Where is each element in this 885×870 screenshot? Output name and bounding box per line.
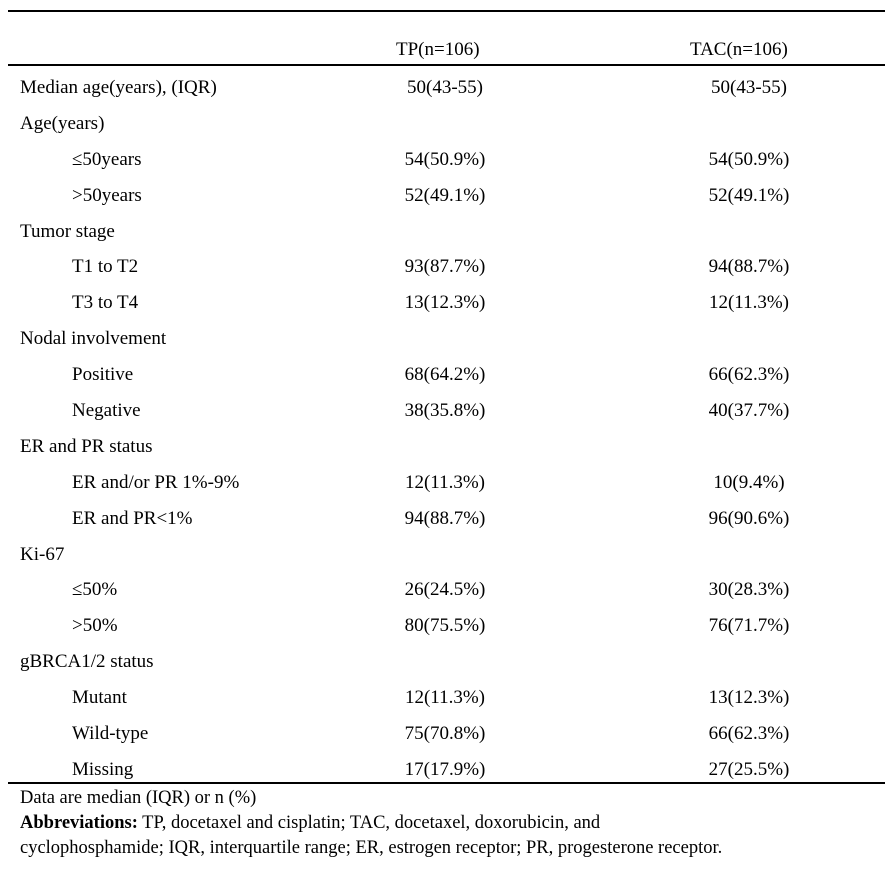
cell-tac-value: 66(62.3%) xyxy=(708,364,790,386)
cell-tac-value: 96(90.6%) xyxy=(708,507,790,529)
row-sublabel: Negative xyxy=(72,400,141,422)
cell-tac-value: 12(11.3%) xyxy=(708,292,790,314)
row-sublabel: Mutant xyxy=(72,687,127,709)
abbreviations-text-line2: cyclophosphamide; IQR, interquartile range; ER, estrogen receptor; PR, progesterone receptor. xyxy=(20,838,723,858)
cell-tp-value: 52(49.1%) xyxy=(404,184,486,206)
abbreviations-text-line1: TP, docetaxel and cisplatin; TAC, docetaxel, doxorubicin, and xyxy=(137,813,601,833)
row-sublabel: ER and/or PR 1%-9% xyxy=(72,471,240,493)
cell-tac-value: 27(25.5%) xyxy=(708,758,790,780)
cell-tac-value: 40(37.7%) xyxy=(708,400,790,422)
cell-tp-value: 94(88.7%) xyxy=(404,507,486,529)
table-row xyxy=(0,393,885,429)
row-sublabel: >50years xyxy=(72,184,142,206)
cell-tp-value: 12(11.3%) xyxy=(404,687,486,709)
cell-tp-value: 93(87.7%) xyxy=(404,256,486,278)
row-sublabel: Missing xyxy=(72,758,134,780)
cell-tp-value: 68(64.2%) xyxy=(404,364,486,386)
cell-tp-value: 17(17.9%) xyxy=(404,758,486,780)
table-row xyxy=(0,285,885,321)
cell-tac-value: 10(9.4%) xyxy=(713,471,785,493)
table-row xyxy=(0,142,885,178)
abbreviations-label: Abbreviations: xyxy=(20,813,138,833)
cell-tac-value: 30(28.3%) xyxy=(708,579,790,601)
table-row xyxy=(0,572,885,608)
row-sublabel: T3 to T4 xyxy=(72,292,139,314)
footnote-abbreviations xyxy=(20,812,600,834)
column-header-tp: TP(n=106) xyxy=(396,39,480,60)
table-row xyxy=(0,70,885,106)
row-sublabel: ≤50% xyxy=(72,579,118,601)
table-row xyxy=(0,106,885,142)
table-row xyxy=(0,357,885,393)
row-category-label: Nodal involvement xyxy=(20,328,167,350)
table-row xyxy=(0,214,885,250)
table-top-rule xyxy=(8,10,885,12)
table-row xyxy=(0,644,885,680)
cell-tp-value: 75(70.8%) xyxy=(404,723,486,745)
row-category-label: ER and PR status xyxy=(20,435,153,457)
table-row xyxy=(0,178,885,214)
table-row xyxy=(0,716,885,752)
table-row xyxy=(0,608,885,644)
row-sublabel: >50% xyxy=(72,615,118,637)
cell-tac-value: 54(50.9%) xyxy=(708,148,790,170)
cell-tp-value: 12(11.3%) xyxy=(404,471,486,493)
row-category-label: gBRCA1/2 status xyxy=(20,651,154,673)
table-header-rule xyxy=(8,64,885,66)
row-sublabel: Wild-type xyxy=(72,723,149,745)
row-category-label: Age(years) xyxy=(20,112,105,134)
table-row xyxy=(0,752,885,788)
cell-tac-value: 76(71.7%) xyxy=(708,615,790,637)
row-sublabel: Positive xyxy=(72,364,134,386)
table-row xyxy=(0,680,885,716)
column-header-tac: TAC(n=106) xyxy=(690,39,788,60)
cell-tp-value: 80(75.5%) xyxy=(404,615,486,637)
row-sublabel: ≤50years xyxy=(72,148,142,170)
cell-tp-value: 54(50.9%) xyxy=(404,148,486,170)
cell-tac-value: 66(62.3%) xyxy=(708,723,790,745)
table-row xyxy=(0,501,885,537)
row-sublabel: T1 to T2 xyxy=(72,256,139,278)
cell-tac-value: 94(88.7%) xyxy=(708,256,790,278)
table-row xyxy=(0,429,885,465)
table-row xyxy=(0,249,885,285)
cell-tp-value: 38(35.8%) xyxy=(404,400,486,422)
table-row xyxy=(0,321,885,357)
row-sublabel: ER and PR<1% xyxy=(72,507,193,529)
cell-tp-value: 26(24.5%) xyxy=(404,579,486,601)
row-category-label: Tumor stage xyxy=(20,220,115,242)
cell-tac-value: 13(12.3%) xyxy=(708,687,790,709)
row-category-label: Median age(years), (IQR) xyxy=(20,77,217,98)
cell-tac-value: 52(49.1%) xyxy=(708,184,790,206)
table-row xyxy=(0,537,885,573)
cell-tp-value: 50(43-55) xyxy=(407,77,483,98)
row-category-label: Ki-67 xyxy=(20,543,65,565)
cell-tp-value: 13(12.3%) xyxy=(404,292,486,314)
table-body xyxy=(0,70,885,788)
cell-tac-value: 50(43-55) xyxy=(711,77,787,98)
table-row xyxy=(0,465,885,501)
footnote-data-description: Data are median (IQR) or n (%) xyxy=(20,788,257,808)
